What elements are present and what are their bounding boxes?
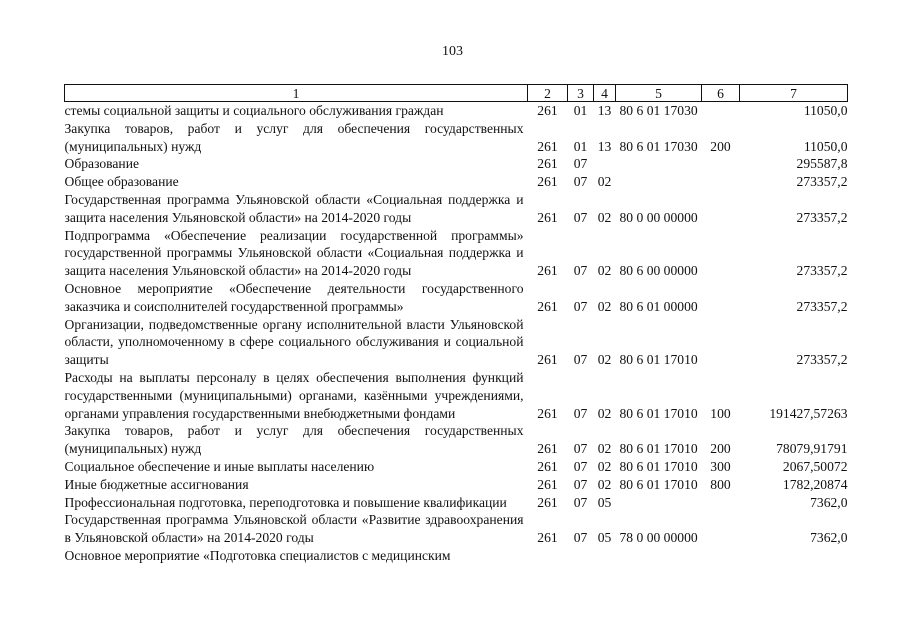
table-row — [65, 494, 848, 512]
amount-cell: 191427,57263 — [769, 405, 848, 421]
amount-cell: 11050,0 — [803, 103, 848, 118]
item-name-cell: Закупка товаров, работ и услуг для обеспечения государственных (муниципальных) нужд — [64, 120, 524, 154]
section-code-cell: 01 — [573, 103, 588, 118]
amount-cell — [740, 547, 848, 565]
target-article-cell — [616, 547, 702, 565]
item-name-cell: Иные бюджетные ассигнования — [64, 476, 249, 492]
item-name-cell: Государственная программа Ульяновской области «Социальная поддержка и защита населения Ульяновской области» на 2014-2020 годы — [64, 191, 524, 225]
section-code-cell: 07 — [573, 441, 588, 457]
admin-code-cell: 261 — [537, 530, 558, 546]
subsection-code-cell: 02 — [597, 174, 612, 190]
table-body — [65, 102, 848, 565]
header-row — [65, 85, 848, 102]
admin-code-cell: 261 — [537, 458, 558, 474]
section-code-cell: 07 — [573, 352, 588, 368]
table-row — [65, 422, 848, 458]
target-article-cell: 80 6 01 17010 — [619, 476, 698, 492]
table-row — [65, 458, 848, 476]
target-article-cell: 80 6 01 17010 — [619, 441, 698, 457]
section-code-cell: 07 — [573, 530, 588, 546]
target-article-cell — [616, 155, 702, 173]
subsection-code-cell: 05 — [597, 530, 612, 546]
column-header: 3 — [568, 85, 594, 102]
target-article-cell: 80 6 01 17030 — [619, 103, 698, 118]
table-row — [65, 155, 848, 173]
admin-code-cell: 261 — [537, 174, 558, 190]
admin-code-cell: 261 — [537, 263, 558, 279]
item-name-cell: Подпрограмма «Обеспечение реализации государственной программы» государственной программы Ульяновской области «Социальная поддержка и защита населения Ульяновской области» на 2014-2020 годы — [64, 227, 524, 279]
page-number: 103 — [442, 44, 463, 59]
table-row — [65, 102, 848, 120]
amount-cell: 295587,8 — [796, 156, 848, 172]
item-name-cell: Организации, подведомственные органу исполнительной власти Ульяновской области, уполномоченному в сфере социального обслуживания и социальной защиты — [64, 316, 524, 368]
table-row — [65, 547, 848, 565]
item-name-cell: Социальное обеспечение и иные выплаты населению — [64, 458, 375, 474]
target-article-cell — [616, 494, 702, 512]
target-article-cell: 80 0 00 00000 — [619, 209, 698, 225]
subsection-code-cell: 02 — [597, 263, 612, 279]
admin-code-cell — [528, 547, 568, 565]
subsection-code-cell: 02 — [597, 209, 612, 225]
target-article-cell: 80 6 01 17030 — [619, 138, 698, 154]
amount-cell: 273357,2 — [796, 209, 848, 225]
subsection-code-cell — [594, 155, 616, 173]
amount-cell: 7362,0 — [810, 530, 848, 546]
table-row — [65, 316, 848, 369]
item-name-cell: стемы социальной защиты и социального обслуживания граждан — [64, 103, 444, 118]
item-name-cell: Основное мероприятие «Обеспечение деятельности государственного заказчика и соисполнителей государственной программы» — [64, 280, 524, 314]
expense-type-cell: 200 — [710, 441, 731, 457]
amount-cell: 273357,2 — [796, 352, 848, 368]
section-code-cell: 07 — [573, 209, 588, 225]
expense-type-cell — [702, 191, 740, 227]
amount-cell: 7362,0 — [810, 494, 848, 510]
section-code-cell: 01 — [573, 138, 588, 154]
target-article-cell — [616, 173, 702, 191]
expense-type-cell — [702, 227, 740, 280]
table-row — [65, 120, 848, 156]
section-code-cell: 07 — [573, 156, 588, 172]
table-row — [65, 173, 848, 191]
expense-type-cell: 300 — [710, 458, 731, 474]
expense-type-cell — [702, 547, 740, 565]
section-code-cell: 07 — [573, 405, 588, 421]
subsection-code-cell: 02 — [597, 405, 612, 421]
expense-type-cell — [702, 155, 740, 173]
expense-type-cell — [702, 173, 740, 191]
admin-code-cell: 261 — [537, 209, 558, 225]
column-header: 5 — [616, 85, 702, 102]
column-header: 6 — [702, 85, 740, 102]
column-header: 2 — [528, 85, 568, 102]
column-header: 4 — [594, 85, 616, 102]
admin-code-cell: 261 — [537, 138, 558, 154]
expense-type-cell — [702, 102, 740, 120]
item-name-cell: Основное мероприятие «Подготовка специалистов с медицинским — [64, 547, 451, 563]
subsection-code-cell: 13 — [597, 103, 612, 118]
amount-cell: 1782,20874 — [782, 476, 848, 492]
section-code-cell: 07 — [573, 298, 588, 314]
column-header: 1 — [65, 85, 528, 102]
amount-cell: 78079,91791 — [776, 441, 848, 457]
section-code-cell: 07 — [573, 494, 588, 510]
amount-cell: 2067,50072 — [782, 458, 848, 474]
admin-code-cell: 261 — [537, 298, 558, 314]
expense-type-cell — [702, 316, 740, 369]
target-article-cell: 80 6 01 17010 — [619, 458, 698, 474]
target-article-cell: 78 0 00 00000 — [619, 530, 698, 546]
target-article-cell: 80 6 00 00000 — [619, 263, 698, 279]
expense-type-cell — [702, 494, 740, 512]
expense-type-cell — [702, 280, 740, 316]
admin-code-cell: 261 — [537, 103, 558, 118]
table-row — [65, 476, 848, 494]
expense-type-cell: 200 — [710, 138, 731, 154]
admin-code-cell: 261 — [537, 441, 558, 457]
section-code-cell: 07 — [573, 476, 588, 492]
amount-cell: 273357,2 — [796, 174, 848, 190]
admin-code-cell: 261 — [537, 494, 558, 510]
table-row — [65, 227, 848, 280]
amount-cell: 11050,0 — [803, 138, 848, 154]
table-row — [65, 280, 848, 316]
admin-code-cell: 261 — [537, 476, 558, 492]
table-row — [65, 511, 848, 547]
expense-type-cell — [702, 511, 740, 547]
admin-code-cell: 261 — [537, 352, 558, 368]
item-name-cell: Государственная программа Ульяновской области «Развитие здравоохранения в Ульяновской области» на 2014-2020 годы — [64, 512, 524, 546]
target-article-cell: 80 6 01 17010 — [619, 352, 698, 368]
target-article-cell: 80 6 01 17010 — [619, 405, 698, 421]
subsection-code-cell: 02 — [597, 441, 612, 457]
admin-code-cell: 261 — [537, 156, 558, 172]
amount-cell: 273357,2 — [796, 263, 848, 279]
section-code-cell: 07 — [573, 458, 588, 474]
admin-code-cell: 261 — [537, 405, 558, 421]
item-name-cell: Расходы на выплаты персоналу в целях обеспечения выполнения функций государственными (муниципальными) органами, казёнными учреждениями, органами управления государственными внебюджетными фондами — [64, 369, 524, 421]
column-header: 7 — [740, 85, 848, 102]
subsection-code-cell — [594, 547, 616, 565]
table-row — [65, 369, 848, 422]
expense-type-cell: 800 — [710, 476, 731, 492]
budget-table — [64, 84, 848, 565]
item-name-cell: Закупка товаров, работ и услуг для обеспечения государственных (муниципальных) нужд — [64, 423, 524, 457]
subsection-code-cell: 02 — [597, 352, 612, 368]
amount-cell: 273357,2 — [796, 298, 848, 314]
item-name-cell: Образование — [64, 156, 140, 172]
section-code-cell: 07 — [573, 263, 588, 279]
target-article-cell: 80 6 01 00000 — [619, 298, 698, 314]
item-name-cell: Профессиональная подготовка, переподготовка и повышение квалификации — [64, 494, 507, 510]
subsection-code-cell: 13 — [597, 138, 612, 154]
item-name-cell: Общее образование — [64, 174, 179, 190]
expense-type-cell: 100 — [710, 405, 731, 421]
table-row — [65, 191, 848, 227]
subsection-code-cell: 02 — [597, 458, 612, 474]
subsection-code-cell: 02 — [597, 298, 612, 314]
section-code-cell — [568, 547, 594, 565]
subsection-code-cell: 05 — [597, 494, 612, 510]
subsection-code-cell: 02 — [597, 476, 612, 492]
section-code-cell: 07 — [573, 174, 588, 190]
